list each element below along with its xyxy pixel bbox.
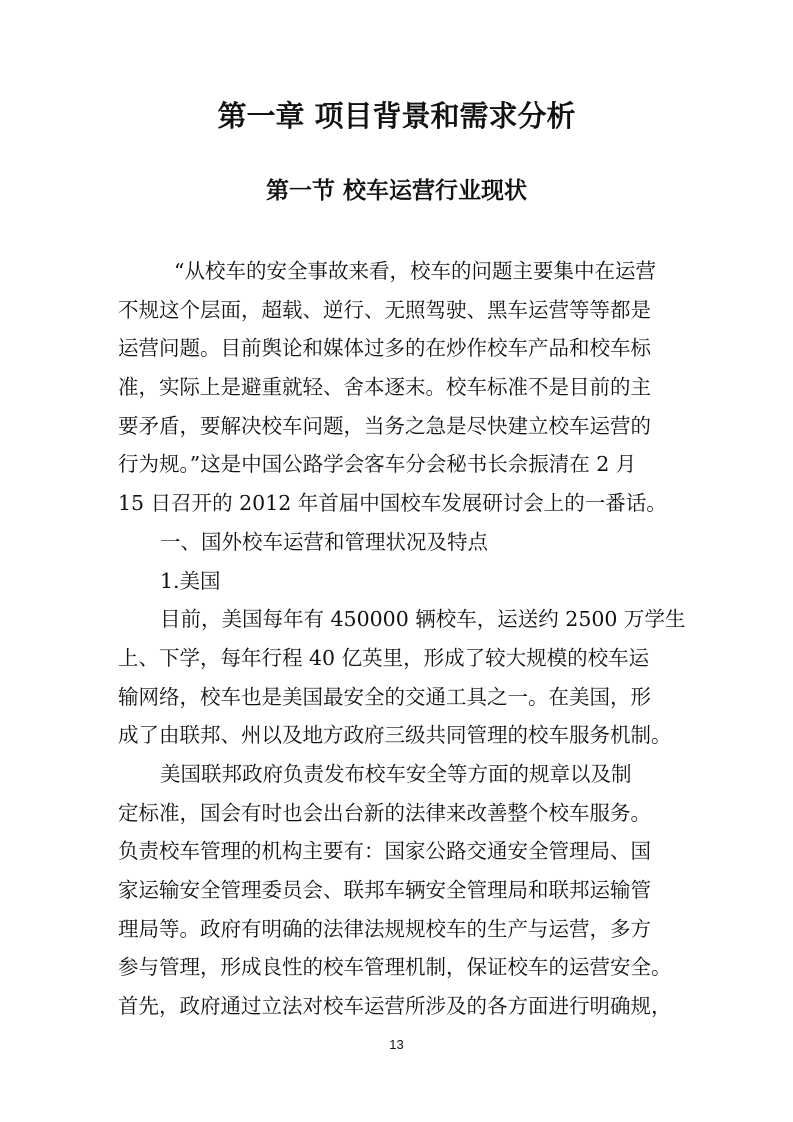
chapter-title: 第一章 项目背景和需求分析 [217, 99, 576, 133]
page-number: 13 [389, 1037, 404, 1052]
text-line: “从校车的安全事故来看，校车的问题主要集中在运营 [174, 259, 656, 283]
text-line: 目前，美国每年有 450000 辆校车，运送约 2500 万学生 [160, 607, 686, 632]
text-line: 输网络，校车也是美国最安全的交通工具之一。在美国，形 [118, 684, 651, 709]
text-line: 理局等。政府有明确的法律法规规校车的生产与运营，多方 [118, 916, 651, 941]
body-text [118, 252, 686, 1026]
text-line: 要矛盾，要解决校车问题，当务之急是尽快建立校车运营的 [118, 413, 651, 438]
text-line: 15 日召开的 2012 年首届中国校车发展研讨会上的一番话。 [118, 491, 667, 516]
text-line: 首先，政府通过立法对校车运营所涉及的各方面进行明确规， [118, 994, 672, 1019]
text-line: 行为规。”这是中国公路学会客车分会秘书长佘振清在 2 月 [118, 452, 637, 477]
list-subheading: 1.美国 [160, 568, 221, 593]
section-title: 第一节 校车运营行业现状 [265, 178, 527, 204]
list-heading: 一、国外校车运营和管理状况及特点 [160, 529, 488, 554]
text-line: 准，实际上是避重就轻、舍本逐末。校车标准不是目前的主 [118, 375, 651, 400]
text-line: 不规这个层面，超载、逆行、无照驾驶、黑车运营等等都是 [118, 297, 651, 322]
text-line: 负责校车管理的机构主要有：国家公路交通安全管理局、国 [118, 839, 651, 864]
text-line: 成了由联邦、州以及地方政府三级共同管理的校车服务机制。 [118, 723, 672, 748]
text-line: 参与管理，形成良性的校车管理机制，保证校车的运营安全。 [118, 955, 672, 980]
text-line: 运营问题。目前舆论和媒体过多的在炒作校车产品和校车标 [118, 336, 651, 361]
text-line: 美国联邦政府负责发布校车安全等方面的规章以及制 [160, 761, 632, 786]
text-line: 家运输安全管理委员会、联邦车辆安全管理局和联邦运输管 [118, 878, 651, 902]
text-line: 定标准，国会有时也会出台新的法律来改善整个校车服务。 [118, 800, 651, 825]
text-line: 上、下学，每年行程 40 亿英里，形成了较大规模的校车运 [118, 645, 650, 670]
